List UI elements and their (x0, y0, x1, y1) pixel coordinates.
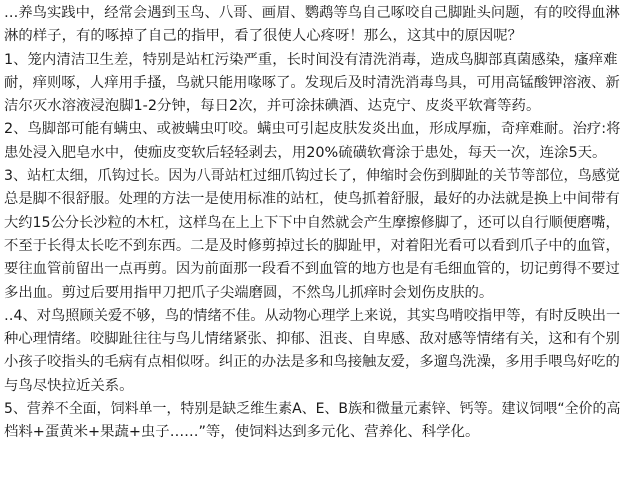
text-line: …养鸟实践中，经常会遇到玉鸟、八哥、画眉、鹦鹉等鸟自己啄咬自己脚趾头问题，有的咬得血淋 (4, 5, 620, 21)
text-line: 2、鸟脚部可能有螨虫、或被螨虫叮咬。螨虫可引起皮肤发炎出血，形成厚痂，奇痒难耐。治疗:将 (4, 121, 621, 138)
text-line: ‥4、对鸟照顾关爱不够，鸟的情绪不佳。从动物心理学上来说，其实鸟啃咬指甲等，有时反映出一 (4, 307, 621, 324)
text-line: 要往血管前留出一点再剪。因为前面那一段看不到血管的地方也是有毛细血管的，切记剪得不要过 (4, 261, 620, 278)
text-line: 患处浸入肥皂水中，使痂皮变软后轻轻剥去，用20%硫磺软膏涂于患处，每天一次，连涂5天。 (4, 144, 607, 161)
text-line: 1、笼内清洁卫生差，特别是站杠污染严重，长时间没有清洗消毒，造成鸟脚部真菌感染，瘙痒难 (4, 51, 618, 68)
text-line: 多出血。剪过后要用指甲刀把爪子尖端磨圆，不然鸟儿抓痒时会划伤皮肤的。 (4, 284, 494, 301)
text-line: 耐，痒则啄，人痒用手搔，鸟就只能用喙啄了。发现后及时清洗消毒鸟具，可用高锰酸钾溶液、新 (4, 74, 620, 91)
text-line: 5、营养不全面，饲料单一，特别是缺乏维生素A、E、B族和微量元素锌、钙等。建议饲喂“全价的高 (4, 401, 621, 418)
text-line: 总是脚不很舒服。处理的方法一是使用标准的站杠，使鸟抓着舒服，最好的办法就是换上中间带有 (4, 191, 620, 208)
text-line: 洁尔灭水溶液浸泡脚1-2分钟，每日2次，并可涂抹碘酒、达克宁、皮炎平软膏等药。 (4, 98, 541, 115)
text-line: 与鸟尽快拉近关系。 (4, 377, 134, 394)
text-line: 大约15公分长沙粒的木杠，这样鸟在上上下下中自然就会产生摩擦修脚了，还可以自行顺便磨嘴， (4, 214, 620, 231)
text-line: 种心理情绪。咬脚趾往往与鸟儿情绪紧张、抑郁、沮丧、自卑感、敌对感等情绪有关，这和有个别 (4, 331, 620, 348)
text-line: 小孩子咬指头的毛病有点相似呀。纠正的办法是多和鸟接触友爱，多遛鸟洗澡，多用手喂鸟好吃的 (4, 354, 620, 371)
text-line: 档料+蛋黄米+果蔬+虫子……”等，使饲料达到多元化、营养化、科学化。 (4, 424, 480, 441)
text-line: 3、站杠太细，爪钩过长。因为八哥站杠过细爪钩过长了，伸缩时会伤到脚趾的关节等部位，鸟感觉 (4, 168, 620, 185)
text-line: 淋的样子，有的啄掉了自己的指甲，看了很使人心疼呀！那么，这其中的原因呢？ (4, 28, 523, 45)
text-line: 不至于长得太长吃不到东西。二是及时修剪掉过长的脚趾甲，对着阳光看可以看到爪子中的血管， (4, 237, 620, 254)
